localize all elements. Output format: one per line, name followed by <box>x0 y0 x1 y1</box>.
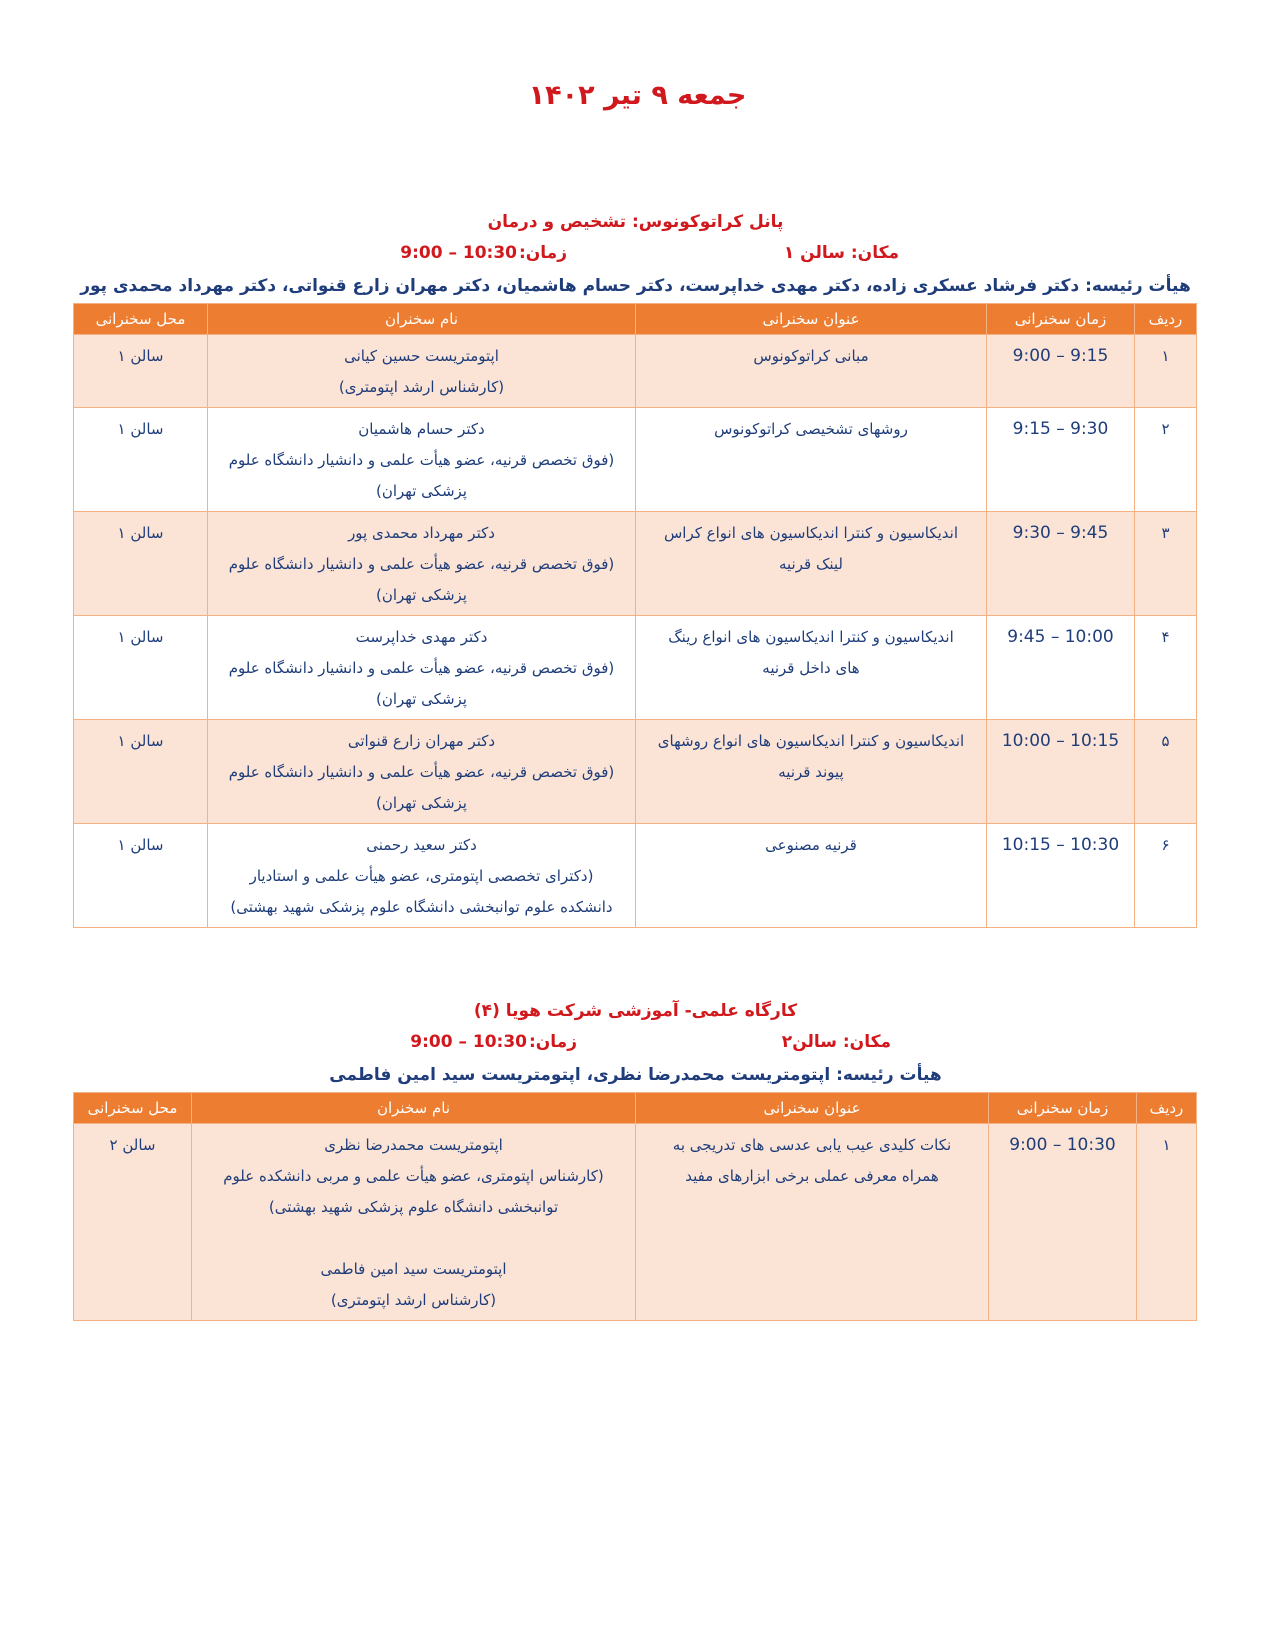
panel-chairs: هیأت رئیسه: دکتر فرشاد عسکری زاده، دکتر مهدی خداپرست، دکتر حسام هاشمیان، دکتر مهران زارع قنواتی، دکتر مهرداد محمدی پور <box>80 276 1191 296</box>
row-number: ۶ <box>1135 824 1197 928</box>
table-row <box>74 335 1197 408</box>
header-time: زمان سخنرانی <box>989 1093 1137 1124</box>
header-row-number: ردیف <box>1135 304 1197 335</box>
header-venue: محل سخنرانی <box>74 304 208 335</box>
time-value: 9:00 – 10:30 <box>400 243 517 263</box>
row-time: 9:45 – 10:00 <box>987 616 1135 720</box>
panel-title: کارگاه علمی- آموزشی شرکت هویا (۴) <box>473 1001 798 1021</box>
table-row <box>74 1124 1197 1321</box>
speaker-line: دانشکده علوم توانبخشی دانشگاه علوم پزشکی شهید بهشتی) <box>230 898 613 916</box>
speaker-line: (فوق تخصص قرنیه، عضو هیأت علمی و دانشیار دانشگاه علوم <box>228 763 615 781</box>
row-time: 9:30 – 9:45 <box>987 512 1135 616</box>
row-speaker <box>208 512 636 616</box>
table-row <box>74 720 1197 824</box>
row-speaker <box>208 720 636 824</box>
row-time: 9:00 – 9:15 <box>987 335 1135 408</box>
topic-line: اندیکاسیون و کنترا اندیکاسیون های انواع رینگ <box>668 628 954 646</box>
speaker-line: پزشکی تهران) <box>376 690 467 708</box>
row-venue: سالن ۱ <box>74 335 208 408</box>
row-speaker <box>208 335 636 408</box>
topic-line: اندیکاسیون و کنترا اندیکاسیون های انواع روشهای <box>657 732 965 750</box>
row-topic <box>636 1124 989 1321</box>
row-time: 10:00 – 10:15 <box>987 720 1135 824</box>
speaker-line: (فوق تخصص قرنیه، عضو هیأت علمی و دانشیار دانشگاه علوم <box>228 659 615 677</box>
speaker-line: دکتر مهرداد محمدی پور <box>348 524 495 542</box>
time-label: زمان: <box>518 243 567 263</box>
row-topic <box>636 824 987 928</box>
speaker-line: (فوق تخصص قرنیه، عضو هیأت علمی و دانشیار دانشگاه علوم <box>228 555 615 573</box>
table-row <box>74 408 1197 512</box>
row-topic <box>636 408 987 512</box>
table-row <box>74 616 1197 720</box>
row-venue: سالن ۱ <box>74 512 208 616</box>
topic-line: همراه معرفی عملی برخی ابزارهای مفید <box>685 1167 939 1185</box>
topic-line: مبانی کراتوکونوس <box>753 347 869 365</box>
topic-line: نکات کلیدی عیب یابی عدسی های تدریجی به <box>672 1136 952 1154</box>
speaker-line: توانبخشی دانشگاه علوم پزشکی شهید بهشتی) <box>268 1198 559 1216</box>
speaker-line: (کارشناس اپتومتری، عضو هیأت علمی و مربی دانشکده علوم <box>223 1167 604 1185</box>
row-number: ۴ <box>1135 616 1197 720</box>
topic-line: های داخل قرنیه <box>762 659 860 677</box>
speaker-line: دکتر مهران زارع قنواتی <box>347 732 496 750</box>
speaker-line: (کارشناس ارشد اپتومتری) <box>338 378 505 396</box>
row-speaker <box>208 408 636 512</box>
table-header-row <box>74 304 1197 335</box>
row-venue: سالن ۲ <box>74 1124 192 1321</box>
row-topic <box>636 616 987 720</box>
header-venue: محل سخنرانی <box>74 1093 192 1124</box>
row-topic <box>636 335 987 408</box>
row-time: 9:00 – 10:30 <box>989 1124 1137 1321</box>
row-number: ۳ <box>1135 512 1197 616</box>
panel-section-2 <box>74 996 1197 1321</box>
header-topic: عنوان سخنرانی <box>636 304 987 335</box>
speaker-line: دکتر سعید رحمنی <box>366 836 477 854</box>
topic-line: قرنیه مصنوعی <box>765 836 857 854</box>
speaker-line: (دکترای تخصصی اپتومتری، عضو هیأت علمی و استادیار <box>249 867 594 885</box>
speaker-line: پزشکی تهران) <box>376 586 467 604</box>
row-time: 9:15 – 9:30 <box>987 408 1135 512</box>
speaker-line: پزشکی تهران) <box>376 482 467 500</box>
speaker-line: پزشکی تهران) <box>376 794 467 812</box>
speaker-line: اپتومتریست محمدرضا نظری <box>324 1136 503 1154</box>
row-venue: سالن ۱ <box>74 408 208 512</box>
row-speaker <box>208 616 636 720</box>
row-number: ۲ <box>1135 408 1197 512</box>
table-row <box>74 512 1197 616</box>
speaker-line: (فوق تخصص قرنیه، عضو هیأت علمی و دانشیار دانشگاه علوم <box>228 451 615 469</box>
panel-chairs: هیأت رئیسه: اپتومتریست محمدرضا نظری، اپتومتریست سید امین فاطمی <box>329 1065 942 1085</box>
row-topic <box>636 720 987 824</box>
schedule-table <box>73 1092 1197 1321</box>
panel-title: پانل کراتوکونوس: تشخیص و درمان <box>487 212 784 232</box>
speaker-line: (کارشناس ارشد اپتومتری) <box>330 1291 497 1309</box>
row-venue: سالن ۱ <box>74 616 208 720</box>
header-speaker: نام سخنران <box>208 304 636 335</box>
speaker-line: اپتومتریست حسین کیانی <box>344 347 499 365</box>
row-number: ۱ <box>1137 1124 1197 1321</box>
speaker-line: دکتر مهدی خداپرست <box>355 628 488 646</box>
header-row-number: ردیف <box>1137 1093 1197 1124</box>
panel-section-1 <box>74 207 1197 928</box>
row-speaker <box>192 1124 636 1321</box>
page-title: جمعه ۹ تیر ۱۴۰۲ <box>528 80 747 111</box>
row-number: ۱ <box>1135 335 1197 408</box>
topic-line: اندیکاسیون و کنترا اندیکاسیون های انواع کراس <box>663 524 959 542</box>
topic-line: پیوند قرنیه <box>778 763 844 781</box>
time-label: زمان: <box>528 1032 577 1052</box>
row-venue: سالن ۱ <box>74 824 208 928</box>
header-topic: عنوان سخنرانی <box>636 1093 989 1124</box>
row-venue: سالن ۱ <box>74 720 208 824</box>
schedule-table <box>73 303 1197 928</box>
speaker-line: دکتر حسام هاشمیان <box>358 420 485 438</box>
location-label: مکان: سالن ۱ <box>783 243 899 263</box>
header-speaker: نام سخنران <box>192 1093 636 1124</box>
topic-line: روشهای تشخیصی کراتوکونوس <box>714 420 908 438</box>
panel-info <box>74 1026 1197 1058</box>
row-topic <box>636 512 987 616</box>
panel-info <box>74 237 1197 269</box>
row-time: 10:15 – 10:30 <box>987 824 1135 928</box>
location-label: مکان: سالن۲ <box>781 1032 891 1052</box>
speaker-spacer <box>200 1223 627 1254</box>
header-time: زمان سخنرانی <box>987 304 1135 335</box>
speaker-line: اپتومتریست سید امین فاطمی <box>320 1260 507 1278</box>
row-number: ۵ <box>1135 720 1197 824</box>
topic-line: لینک قرنیه <box>778 555 843 573</box>
row-speaker <box>208 824 636 928</box>
table-row <box>74 824 1197 928</box>
table-header-row <box>74 1093 1197 1124</box>
time-value: 9:00 – 10:30 <box>410 1032 527 1052</box>
